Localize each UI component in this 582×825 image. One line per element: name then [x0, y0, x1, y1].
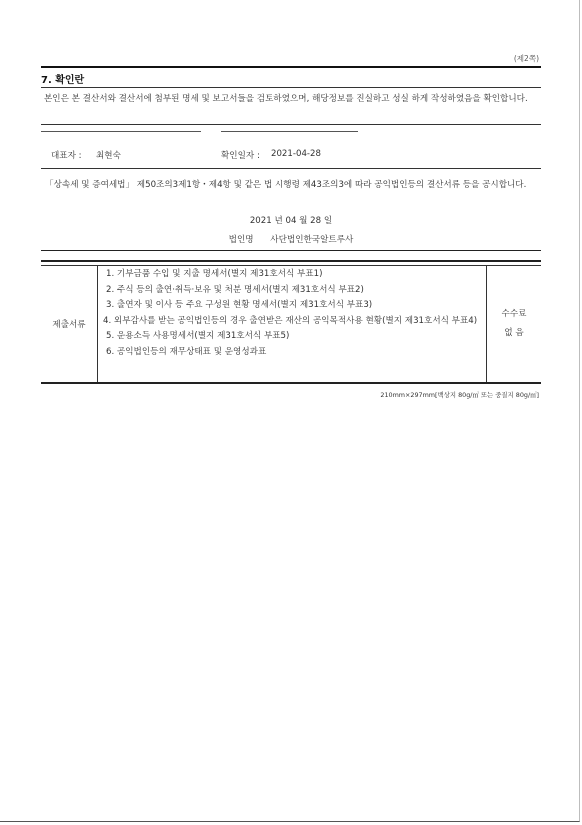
signature-divider — [41, 168, 541, 169]
table-top-rule — [41, 260, 541, 262]
representative-label: 대표자 : — [51, 151, 82, 161]
notice-divider — [41, 250, 541, 251]
disclosure-notice: 「상속세 및 증여세법」 제50조의3제1항・제4항 및 같은 법 시행령 제43조의3에 따라 공익법인등의 결산서류 등을 공시합니다. — [45, 180, 527, 190]
section-divider — [41, 87, 541, 88]
page-number: (제2쪽) — [513, 54, 539, 63]
representative-name: 최현숙 — [96, 151, 121, 161]
fee-cell — [487, 266, 541, 382]
document-item: 2. 주식 등의 출연·취득·보유 및 처분 명세서(별지 제31호서식 부표2) — [106, 284, 364, 295]
corporation-name: 사단법인한국알트루사 — [270, 235, 354, 245]
documents-label: 제출서류 — [41, 266, 98, 382]
paper-spec: 210mm×297mm[백상지 80g/㎡ 또는 중질지 80g/㎡] — [380, 391, 539, 399]
section-title: 7. 확인란 — [41, 66, 541, 86]
confirmation-statement: 본인은 본 결산서와 결산서에 첨부된 명세 및 보고서들을 검토하였으며, 해당정보를 진실하고 성실 하게 작성하였음을 확인합니다. — [44, 94, 528, 104]
corporation-label: 법인명 — [228, 235, 254, 245]
confirmation-date-value: 2021-04-28 — [271, 149, 321, 159]
signature-line-date — [221, 131, 358, 132]
statement-divider — [41, 124, 541, 125]
document-item: 6. 공익법인등의 재무상태표 및 운영성과표 — [106, 346, 267, 357]
document-item: 4. 외부감사를 받는 공익법인등의 경우 출연받은 재산의 공익목적사용 현황(별지 제31호서식 부표4) — [103, 315, 478, 326]
confirmation-date-label: 확인일자 : — [221, 151, 260, 161]
corporation-line — [41, 233, 541, 245]
documents-list — [98, 266, 487, 382]
document-item: 3. 출연자 및 이사 등 주요 구성원 현황 명세서(별지 제31호서식 부표3) — [106, 300, 373, 311]
document-item: 1. 기부금품 수입 및 지출 명세서(별지 제31호서식 부표1) — [106, 269, 323, 279]
submitted-documents-table — [41, 265, 541, 384]
fee-value: 없 음 — [504, 328, 524, 338]
fee-label: 수수료 — [501, 309, 527, 319]
signature-line-representative — [41, 131, 201, 132]
publication-date: 2021 년 04 월 28 일 — [249, 216, 333, 226]
document-item: 5. 운용소득 사용명세서(별지 제31호서식 부표5) — [106, 331, 290, 342]
